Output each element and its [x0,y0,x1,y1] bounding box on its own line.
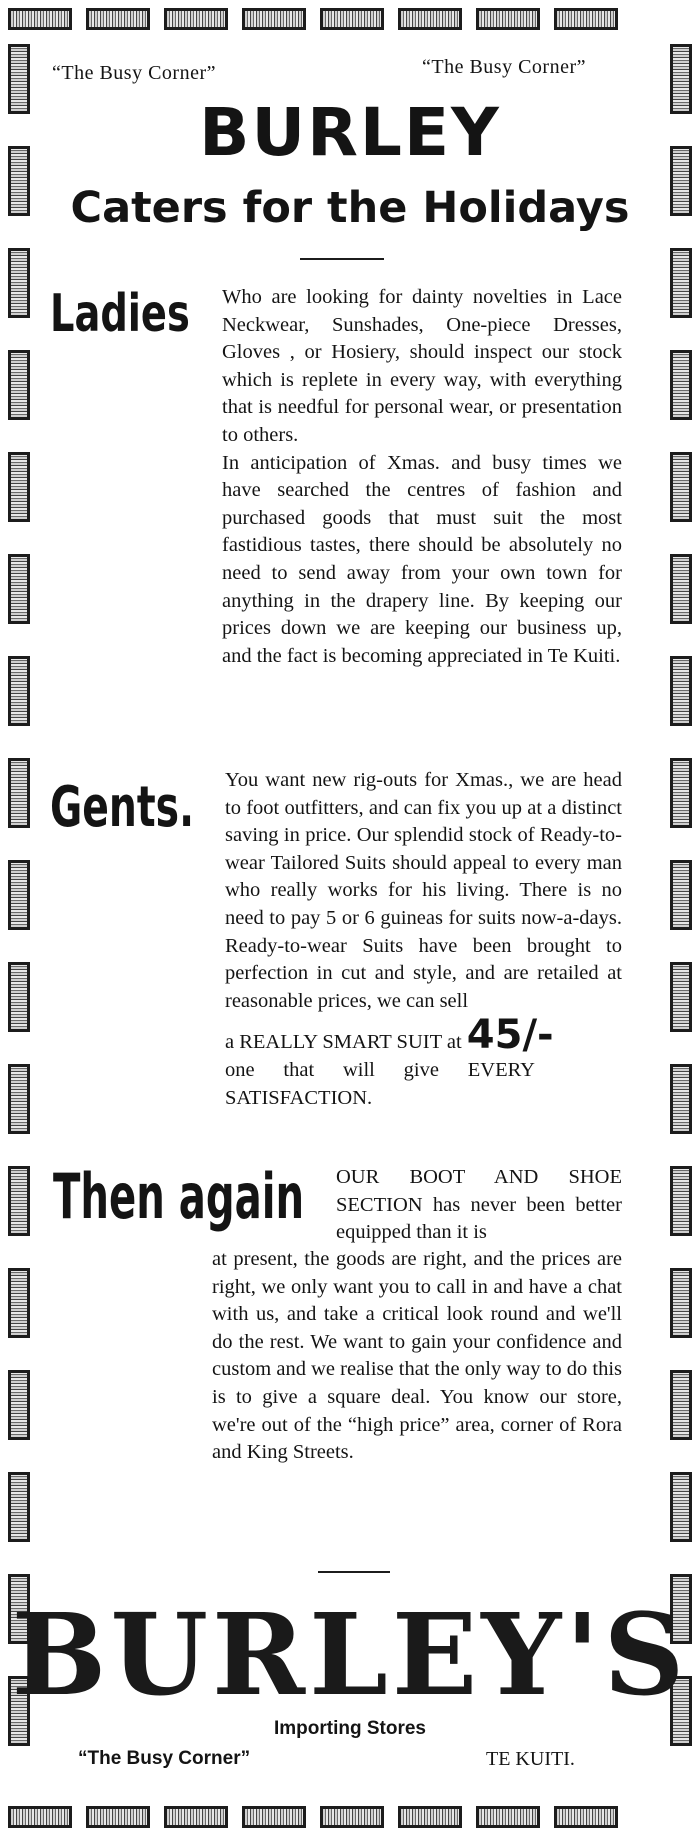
gents-text [225,767,622,1112]
border-segment [242,8,306,30]
border-segment [8,1166,30,1236]
suit-price: 45/- [466,1012,554,1059]
border-segment [670,1064,692,1134]
gents-offer-tail: one that will give EVERY SATISFACTION. [225,1058,535,1109]
then-again-paragraph-rest: at present, the goods are right, and the prices are right, we only want you to call in and have a chat with us, and take a critical look round and we'll do the rest. We want to gain your confidence and custom and we realise that the only way to do this is to give a square deal. You know our store, we're out of the “high price” area, corner of Rora and King Streets. [212,1248,622,1464]
divider-top [300,258,384,260]
ladies-heading: Ladies [50,284,190,344]
border-segment [320,1806,384,1828]
page-subtitle: Caters for the Holidays [70,183,630,233]
ladies-paragraph-2: In anticipation of Xmas. and busy times we have searched the centres of fashion and purchased goods that must suit the most fastidious tastes, there should be absolutely no need to send away from your own town for anything in the drapery line. By keeping our prices down we are keeping our business up, and the fact is becoming appreciated in Te Kuiti. [222,451,622,667]
border-segment [670,452,692,522]
border-segment [86,1806,150,1828]
border-segment [476,1806,540,1828]
border-segment [670,860,692,930]
border-segment [242,1806,306,1828]
border-segment [8,758,30,828]
divider-bottom [318,1571,390,1573]
then-again-paragraph-start: OUR BOOT AND SHOE SECTION has never been better equipped than it is [336,1166,622,1244]
border-segment [8,554,30,624]
border-segment [670,1166,692,1236]
border-segment [398,1806,462,1828]
border-segment [8,1268,30,1338]
footer-tagline: “The Busy Corner” [78,1748,251,1769]
border-segment [86,8,150,30]
ladies-paragraph-1: Who are looking for dainty novelties in Lace Neckwear, Sunshades, One-piece Dresses, Gloves , or Hosiery, should inspect our stock which is replete in every way, with everything that is needful for personal wear, or presentation to others. [222,286,622,446]
border-segment [670,758,692,828]
then-again-text-rest [212,1246,622,1467]
border-segment [8,350,30,420]
gents-offer-line [225,1012,622,1059]
burleys-logo: BURLEY'S [11,1590,689,1721]
border-segment [554,8,618,30]
ladies-text [222,284,622,670]
border-segment [8,1370,30,1440]
border-segment [8,8,72,30]
then-again-heading: Then again [53,1160,305,1233]
border-segment [8,1472,30,1542]
then-again-text-start [336,1164,622,1247]
border-segment [670,554,692,624]
border-segment [670,1370,692,1440]
border-segment [8,1806,72,1828]
border-segment [670,248,692,318]
importing-stores: Importing Stores [273,1718,426,1739]
border-segment [8,656,30,726]
page-title: BURLEY [199,94,501,171]
border-segment [670,1472,692,1542]
border-segment [164,1806,228,1828]
border-segment [670,656,692,726]
border-segment [8,452,30,522]
border-segment [670,350,692,420]
border-segment [476,8,540,30]
gents-offer: a REALLY SMART SUIT at [225,1031,462,1054]
border-segment [164,8,228,30]
border-segment [670,962,692,1032]
tagline-right: “The Busy Corner” [422,56,587,78]
border-segment [8,962,30,1032]
border-segment [320,8,384,30]
tagline-left: “The Busy Corner” [52,62,217,84]
gents-paragraph-1: You want new rig-outs for Xmas., we are head to foot outfitters, and can fix you up at a distinct saving in price. Our splendid stock of Ready-to-wear Tailored Suits should appeal to every man who really works for his living. There is no need to pay 5 or 6 guineas for suits now-a-days. Ready-to-wear Suits have been brought to perfection in cut and style, and are retailed at reasonable prices, we can sell [225,769,622,1012]
border-segment [554,1806,618,1828]
border-segment [398,8,462,30]
border-segment [8,1064,30,1134]
border-segment [8,860,30,930]
footer-town: TE KUITI. [486,1748,575,1770]
border-segment [670,1268,692,1338]
border-segment [8,248,30,318]
gents-heading: Gents. [50,775,195,840]
